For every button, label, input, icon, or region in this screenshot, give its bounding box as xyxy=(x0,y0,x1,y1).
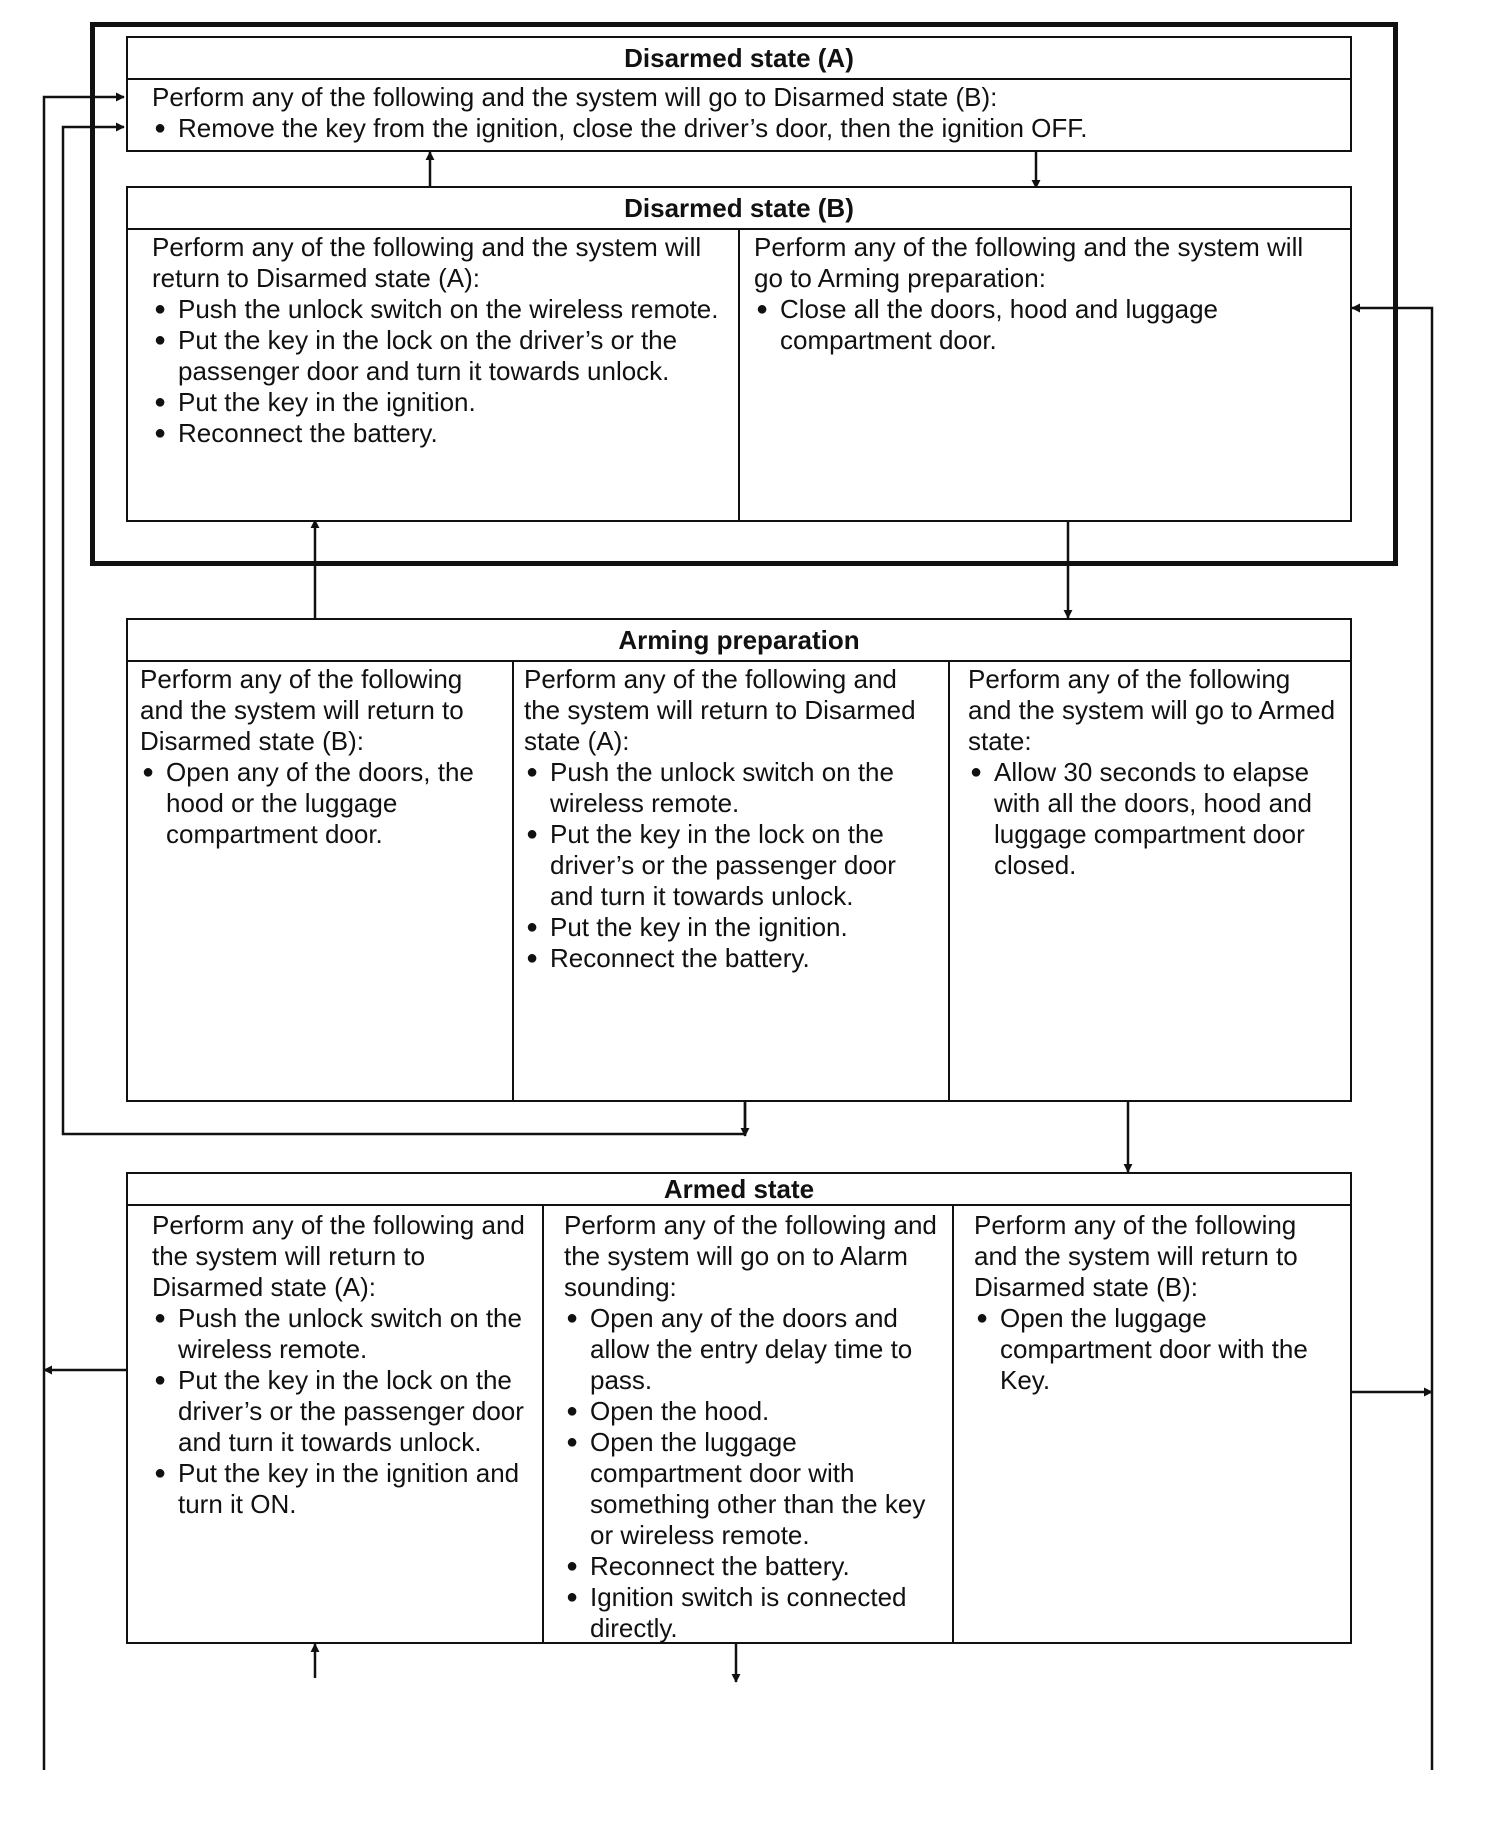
list-item: ● Open any of the doors, the hood or the luggage compartment door. xyxy=(140,757,504,850)
disarmed-state-a-title: Disarmed state (A) xyxy=(128,38,1350,80)
column-divider xyxy=(542,1204,544,1642)
armed-state-box xyxy=(126,1172,1352,1644)
list-item: ● Push the unlock switch on the wireless remote. xyxy=(524,757,940,819)
arming-preparation-col2-list xyxy=(524,757,940,974)
disarmed-state-b-right-list xyxy=(754,294,1324,356)
arming-preparation-col2-text: Perform any of the following and the system will return to Disarmed state (A): xyxy=(524,664,916,756)
list-item: ● Put the key in the ignition and turn it ON. xyxy=(152,1458,534,1520)
armed-state-col1 xyxy=(152,1210,534,1520)
disarmed-state-b-right xyxy=(754,232,1324,356)
armed-state-col2 xyxy=(564,1210,944,1644)
column-divider xyxy=(948,660,950,1100)
arming-preparation-col3 xyxy=(968,664,1340,881)
list-item: ● Reconnect the battery. xyxy=(564,1551,944,1582)
column-divider xyxy=(738,228,740,520)
list-item: ● Open the luggage compartment door with something other than the key or wireless remote. xyxy=(564,1427,944,1551)
arming-preparation-col3-list xyxy=(968,757,1340,881)
list-item: ● Open the hood. xyxy=(564,1396,944,1427)
arming-preparation-title: Arming preparation xyxy=(128,620,1350,662)
armed-state-col3 xyxy=(974,1210,1344,1396)
list-item: ● Reconnect the battery. xyxy=(152,418,722,449)
list-item: ● Open any of the doors and allow the entry delay time to pass. xyxy=(564,1303,944,1396)
armed-state-col1-text: Perform any of the following and the system will return to Disarmed state (A): xyxy=(152,1210,525,1302)
armed-state-col3-text: Perform any of the following and the system will return to Disarmed state (B): xyxy=(974,1210,1298,1302)
list-item: ● Allow 30 seconds to elapse with all the doors, hood and luggage compartment door closed. xyxy=(968,757,1340,881)
armed-state-col2-text: Perform any of the following and the system will go on to Alarm sounding: xyxy=(564,1210,937,1302)
list-item: ● Put the key in the ignition. xyxy=(524,912,940,943)
arming-preparation-col2 xyxy=(524,664,940,974)
column-divider xyxy=(952,1204,954,1642)
list-item: ● Put the key in the lock on the driver’s or the passenger door and turn it towards unlock. xyxy=(152,325,722,387)
disarmed-state-a-text: Perform any of the following and the system will go to Disarmed state (B): xyxy=(152,82,998,112)
arming-preparation-box xyxy=(126,618,1352,1102)
disarmed-state-b-left-text: Perform any of the following and the system will return to Disarmed state (A): xyxy=(152,232,702,293)
armed-state-title: Armed state xyxy=(128,1174,1350,1206)
arming-preparation-col3-text: Perform any of the following and the system will go to Armed state: xyxy=(968,664,1336,756)
armed-state-col2-list xyxy=(564,1303,944,1644)
list-item: ● Remove the key from the ignition, close the driver’s door, then the ignition OFF. xyxy=(152,113,1336,144)
column-divider xyxy=(512,660,514,1100)
arming-preparation-col1-text: Perform any of the following and the system will return to Disarmed state (B): xyxy=(140,664,464,756)
list-item: ● Reconnect the battery. xyxy=(524,943,940,974)
list-item: ● Put the key in the lock on the driver’s or the passenger door and turn it towards unlock. xyxy=(152,1365,534,1458)
disarmed-state-b-right-text: Perform any of the following and the system will go to Arming preparation: xyxy=(754,232,1304,293)
disarmed-state-a-list xyxy=(152,113,1336,144)
list-item: ● Open the luggage compartment door with the Key. xyxy=(974,1303,1344,1396)
disarmed-state-a-content xyxy=(152,82,1336,144)
arming-preparation-col1-list xyxy=(140,757,504,850)
list-item: ● Put the key in the ignition. xyxy=(152,387,722,418)
disarmed-state-b-title: Disarmed state (B) xyxy=(128,188,1350,230)
disarmed-state-a-box xyxy=(126,36,1352,152)
armed-state-col1-list xyxy=(152,1303,534,1520)
disarmed-state-b-left xyxy=(152,232,722,449)
list-item: ● Put the key in the lock on the driver’s or the passenger door and turn it towards unlock. xyxy=(524,819,940,912)
disarmed-state-b-box xyxy=(126,186,1352,522)
list-item: ● Push the unlock switch on the wireless remote. xyxy=(152,294,722,325)
armed-state-col3-list xyxy=(974,1303,1344,1396)
list-item: ● Ignition switch is connected directly. xyxy=(564,1582,944,1644)
arming-preparation-col1 xyxy=(140,664,504,850)
list-item: ● Push the unlock switch on the wireless remote. xyxy=(152,1303,534,1365)
disarmed-state-b-left-list xyxy=(152,294,722,449)
list-item: ● Close all the doors, hood and luggage compartment door. xyxy=(754,294,1324,356)
